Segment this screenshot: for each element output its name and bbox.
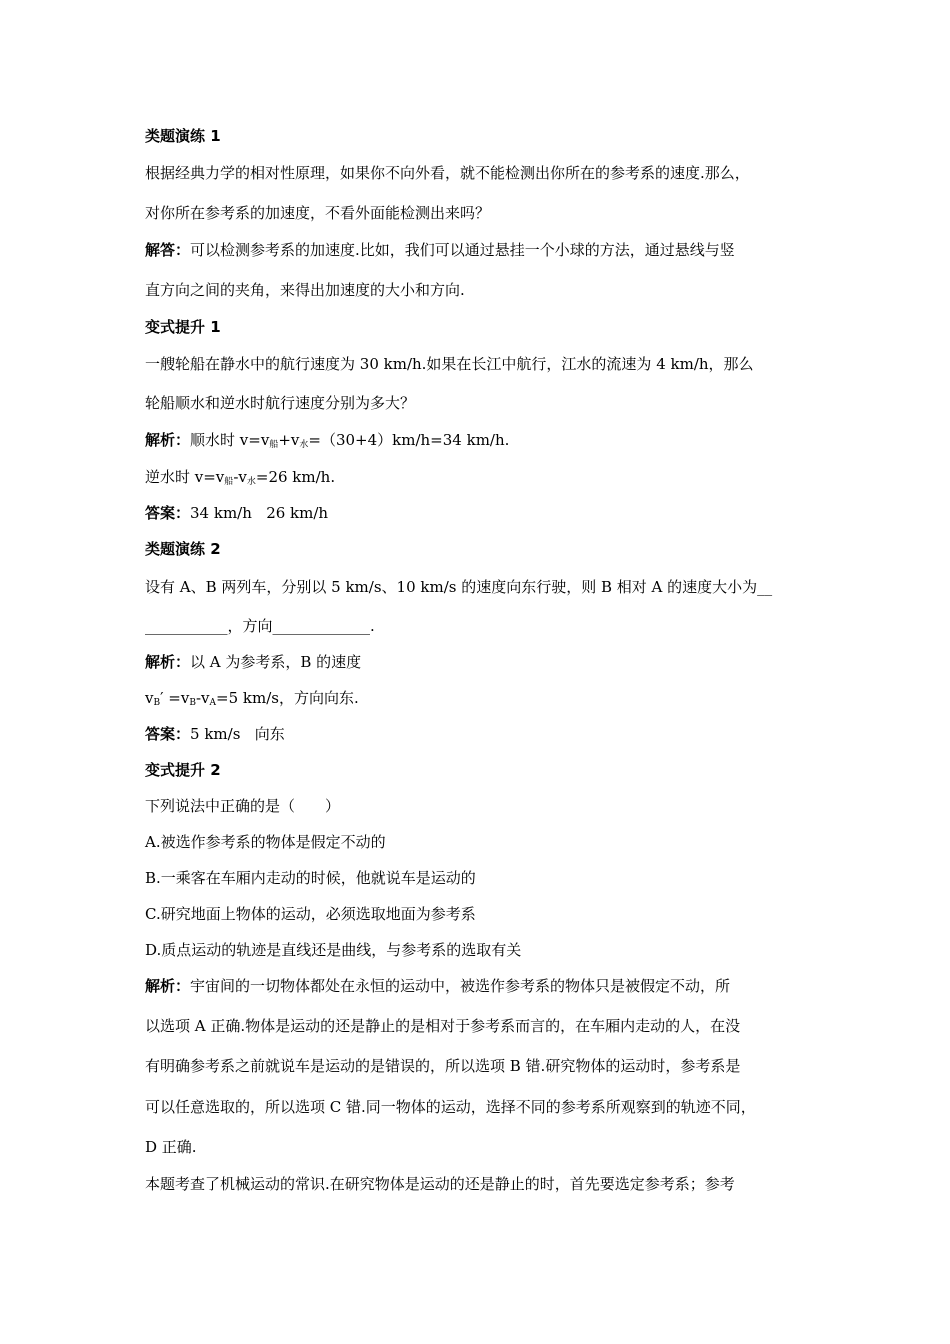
question-line: 一艘轮船在静水中的航行速度为 30 km/h.如果在长江中航行，江水的流速为 4 km/h，那么 bbox=[145, 355, 754, 373]
analysis-label: 解析： bbox=[145, 653, 191, 671]
option-c: C.研究地面上物体的运动，必须选取地面为参考系 bbox=[145, 905, 476, 923]
option-a: A.被选作参考系的物体是假定不动的 bbox=[145, 833, 386, 851]
analysis-label: 解析： bbox=[145, 431, 191, 449]
question-line: 轮船顺水和逆水时航行速度分别为多大？ bbox=[145, 394, 416, 412]
option-d: D.质点运动的轨迹是直线还是曲线，与参考系的选取有关 bbox=[145, 941, 522, 959]
question-line: 根据经典力学的相对性原理，如果你不向外看，就不能检测出你所在的参考系的速度.那么， bbox=[145, 164, 750, 182]
subscript: A bbox=[209, 698, 216, 708]
analysis-line: 可以任意选取的，所以选项 C 错.同一物体的运动，选择不同的参考系所观察到的轨迹不同， bbox=[145, 1098, 756, 1116]
subscript: B bbox=[189, 698, 196, 708]
formula-text: =26 km/h. bbox=[255, 468, 336, 486]
analysis-text: 以 A 为参考系，B 的速度 bbox=[190, 653, 362, 671]
subscript: 船 bbox=[269, 440, 279, 450]
heading-practice-1: 类题演练 1 bbox=[145, 127, 221, 145]
subscript: B bbox=[153, 698, 161, 708]
formula-text: +v bbox=[278, 431, 300, 449]
analysis-label: 解析： bbox=[145, 977, 191, 995]
answer-text: 可以检测参考系的加速度.比如，我们可以通过悬挂一个小球的方法，通过悬线与竖 bbox=[190, 241, 735, 259]
analysis-line bbox=[145, 430, 509, 455]
formula-text: 顺水时 v=v bbox=[190, 431, 270, 449]
subscript: 船 bbox=[224, 477, 234, 487]
answer-line bbox=[145, 240, 735, 260]
final-answer-line bbox=[145, 724, 285, 744]
formula-text: ′ =v bbox=[160, 689, 190, 707]
analysis-line: 本题考查了机械运动的常识.在研究物体是运动的还是静止的时，首先要选定参考系；参考 bbox=[145, 1175, 735, 1193]
heading-variant-2: 变式提升 2 bbox=[145, 761, 221, 779]
analysis-line: D 正确. bbox=[145, 1138, 197, 1156]
analysis-line bbox=[145, 688, 359, 713]
final-answer-label: 答案： bbox=[145, 504, 191, 522]
analysis-line: 有明确参考系之前就说车是运动的是错误的，所以选项 B 错.研究物体的运动时，参考系是 bbox=[145, 1057, 741, 1075]
subscript: 水 bbox=[246, 477, 256, 487]
formula-text: v bbox=[145, 689, 154, 707]
formula-text: =（30+4）km/h=34 km/h. bbox=[308, 431, 510, 449]
analysis-text: 宇宙间的一切物体都处在永恒的运动中，被选作参考系的物体只是被假定不动，所 bbox=[190, 977, 731, 995]
subscript: 水 bbox=[299, 440, 309, 450]
question-line: 设有 A、B 两列车，分别以 5 km/s、10 km/s 的速度向东行驶，则 B 相对 A 的速度大小为__ bbox=[145, 578, 773, 596]
analysis-line bbox=[145, 976, 730, 996]
question-line: 对你所在参考系的加速度，不看外面能检测出来吗？ bbox=[145, 204, 491, 222]
formula-text: 逆水时 v=v bbox=[145, 468, 225, 486]
formula-text: =5 km/s，方向向东. bbox=[216, 689, 359, 707]
final-answer: 34 km/h 26 km/h bbox=[190, 504, 329, 522]
formula-text: -v bbox=[195, 689, 210, 707]
question-line: 下列说法中正确的是（ ） bbox=[145, 797, 341, 815]
heading-variant-1: 变式提升 1 bbox=[145, 318, 221, 336]
analysis-line bbox=[145, 652, 361, 672]
analysis-line: 以选项 A 正确.物体是运动的还是静止的是相对于参考系而言的，在车厢内走动的人，在没 bbox=[145, 1017, 741, 1035]
final-answer-line bbox=[145, 503, 328, 523]
option-b: B.一乘客在车厢内走动的时候，他就说车是运动的 bbox=[145, 869, 476, 887]
formula-text: -v bbox=[233, 468, 247, 486]
heading-practice-2: 类题演练 2 bbox=[145, 540, 221, 558]
question-line: ___________，方向_____________. bbox=[145, 617, 375, 635]
answer-line: 直方向之间的夹角，来得出加速度的大小和方向. bbox=[145, 281, 465, 299]
analysis-line bbox=[145, 467, 335, 492]
answer-label: 解答： bbox=[145, 241, 191, 259]
final-answer-label: 答案： bbox=[145, 725, 191, 743]
final-answer: 5 km/s 向东 bbox=[190, 725, 285, 743]
